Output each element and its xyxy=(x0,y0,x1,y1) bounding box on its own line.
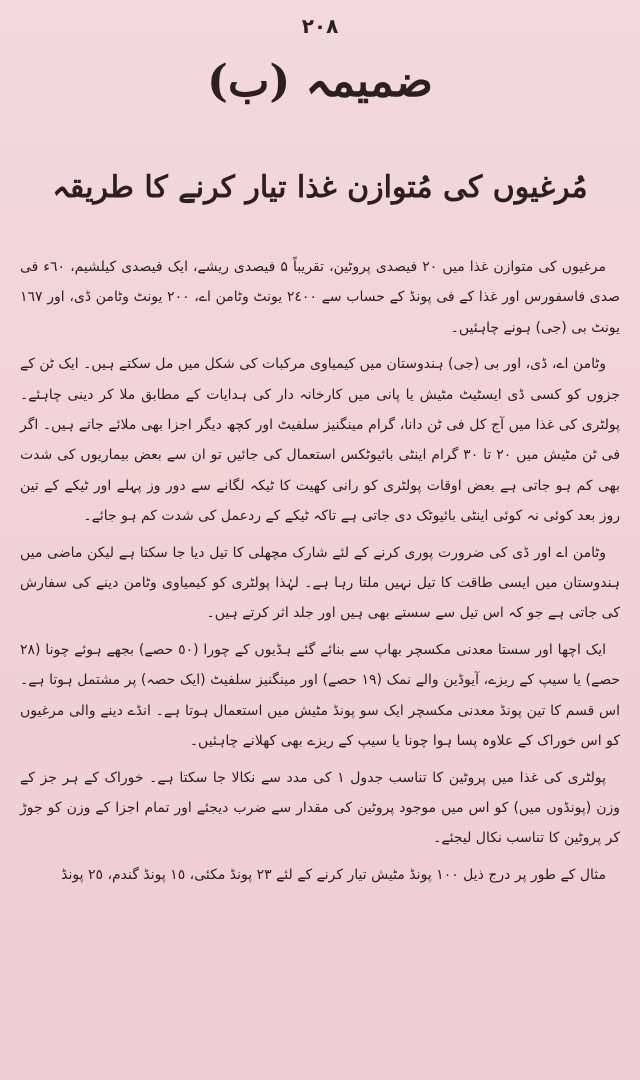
paragraph: مرغیوں کی متوازن غذا میں ٢٠ فیصدی پروٹین، تقریباً ۵ فیصدی ریشے، ایک فیصدی کیلشیم، ٦٠ء فی صدی فاسفورس اور غذا کے فی پونڈ کے حساب سے ٢٤٠٠ یونٹ وٹامن اے، ٢٠٠ یونٹ وٹامن ڈی، اور ١٦٧ یونٹ بی (جی) ہونے چاہئیں۔ xyxy=(20,259,620,336)
paragraph: ایک اچھا اور سستا معدنی مکسچر بھاپ سے بنائے گئے ہڈیوں کے چورا (٥٠ حصے) بجھے ہوئے چونا (٢٨ حصے) یا سیپ کے ریزے، آیوڈین والے نمک (١٩ حصے) اور مینگنیز سلفیٹ (ایک حصہ) پر مشتمل ہوتا ہے۔ اس قسم کا تین پونڈ معدنی مکسچر ایک سو پونڈ مٹیش میں استعمال ہوتا ہے۔ انڈے دینے والی مرغیوں کو اس خوراک کے علاوہ پسا ہوا چونا یا سیپ کے ریزے بھی کھلانے چاہئیں۔ xyxy=(20,641,620,750)
page-heading: مُرغیوں کی مُتوازن غذا تیار کرنے کا طریقہ xyxy=(52,170,588,205)
paragraph: مثال کے طور پر درج ذیل ١٠٠ پونڈ مٹیش تیار کرنے کے لئے ٢٣ پونڈ مکئی، ١٥ پونڈ گندم، ٢٥ پونڈ xyxy=(61,866,606,883)
paragraph: پولٹری کی غذا میں پروٹین کا تناسب جدول ١ کی مدد سے نکالا جا سکتا ہے۔ خوراک کے ہر جز کے وزن (پونڈوں میں) کو اس میں موجود پروٹین کی مقدار سے ضرب دیجئے اور تمام اجزا کے وزن کو جوڑ کر پروٹین کا تناسب نکال لیجئے۔ xyxy=(20,769,620,847)
page-number: ٢٠٨ xyxy=(301,14,339,38)
appendix-title: ضمیمہ (ب) xyxy=(207,56,433,107)
paragraph: وٹامن اے، ڈی، اور بی (جی) ہندوستان میں کیمیاوی مرکبات کی شکل میں مل سکتے ہیں۔ ایک ٹن کے جزوں کو کسی ڈی ایسٹیٹ مٹیش یا پانی میں کارخانہ دار کی ہدایات کے مطابق ملا کر دینی چاہئے۔ پولٹری کی غذا میں آج کل فی ٹن دانا، گرام مینگنیز سلفیٹ اور کچھ دیگر اجزا بھی ملائے جاتے ہیں۔ اگر فی ٹن مٹیش میں ۲۰ تا ۳۰ گرام اینٹی بائیوٹکس استعمال کی جائیں تو ان سے بعض بیماریوں کی شدت بھی کم ہو جاتی ہے بعض اوقات پولٹری کو رانی کھیت کا ٹیکہ لگانے سے دور وز پہلے اور ٹیکے کے تین روز بعد کوئی نہ کوئی اینٹی بائیوٹک دی جاتی ہے تاکہ ٹیکے کے ردعمل کی شدت کم ہو جائے۔ xyxy=(20,356,621,525)
paragraph: وٹامن اے اور ڈی کی ضرورت پوری کرنے کے لئے شارک مچھلی کا تیل دیا جا سکتا ہے لیکن ماضی میں ہندوستان میں ایسی طاقت کا تیل نہیں ملتا رہا ہے۔ لہٰذا پولٹری کو کیمیاوی وٹامن دینے کی سفارش کی جاتی ہے جو کہ اس تیل سے سستے بھی ہیں اور جلد اثر کرتے ہیں۔ xyxy=(20,544,620,622)
body-text xyxy=(20,252,620,896)
